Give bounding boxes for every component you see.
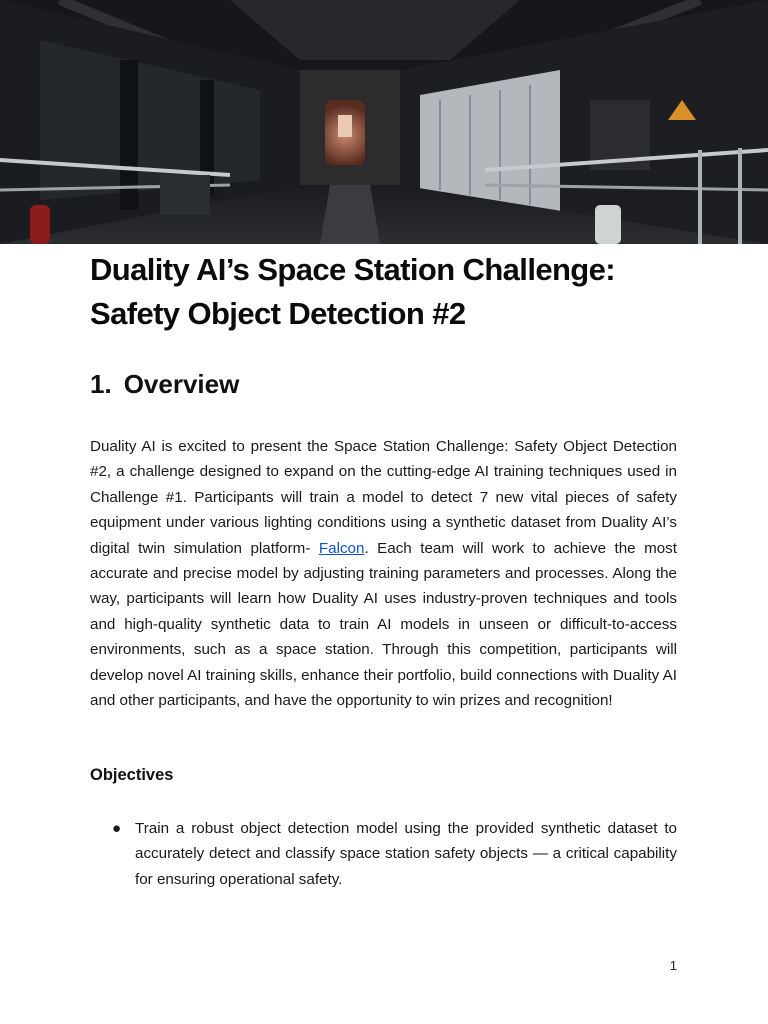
section-number: 1.	[90, 369, 112, 399]
section-title: Overview	[123, 369, 240, 399]
objectives-list	[90, 816, 677, 892]
document-title: Duality AI’s Space Station Challenge: Safety Object Detection #2	[90, 252, 616, 331]
falcon-link[interactable]: Falcon	[318, 539, 365, 557]
paragraph-text-part-1: Duality AI is excited to present the Space Station Challenge: Safety Object Detection #2, a challenge designed to expand on the cutting-edge AI training techniques used in Challenge #1. Participants will train a model to detect 7 new vital pieces of safety equipment under various lighting conditions using a synthetic dataset from Duality AI’s digital twin simulation platform-	[90, 438, 677, 557]
objectives-heading: Objectives	[90, 766, 174, 784]
list-item-text: Train a robust object detection model using the provided synthetic dataset to accurately detect and classify space station safety objects — a critical capability for ensuring operational safety.	[135, 820, 677, 888]
overview-paragraph	[90, 434, 677, 713]
paragraph-text-part-2: . Each team will work to achieve the most accurate and precise model by adjusting training parameters and processes. Along the way, participants will learn how Duality AI uses industry-proven techniques and tools and high-quality synthetic data to train AI models in unseen or difficult-to-access environments, such as a space station. Through this competition, participants will develop novel AI training skills, enhance their portfolio, build connections with Duality AI and other participants, and have the opportunity to win prizes and recognition!	[90, 539, 677, 710]
bullet-icon: ●	[112, 820, 122, 837]
list-item	[90, 816, 677, 892]
section-heading-overview	[90, 364, 239, 404]
page-number: 1	[669, 958, 677, 973]
hero-image	[0, 0, 768, 244]
space-station-corridor-photo	[0, 0, 768, 244]
